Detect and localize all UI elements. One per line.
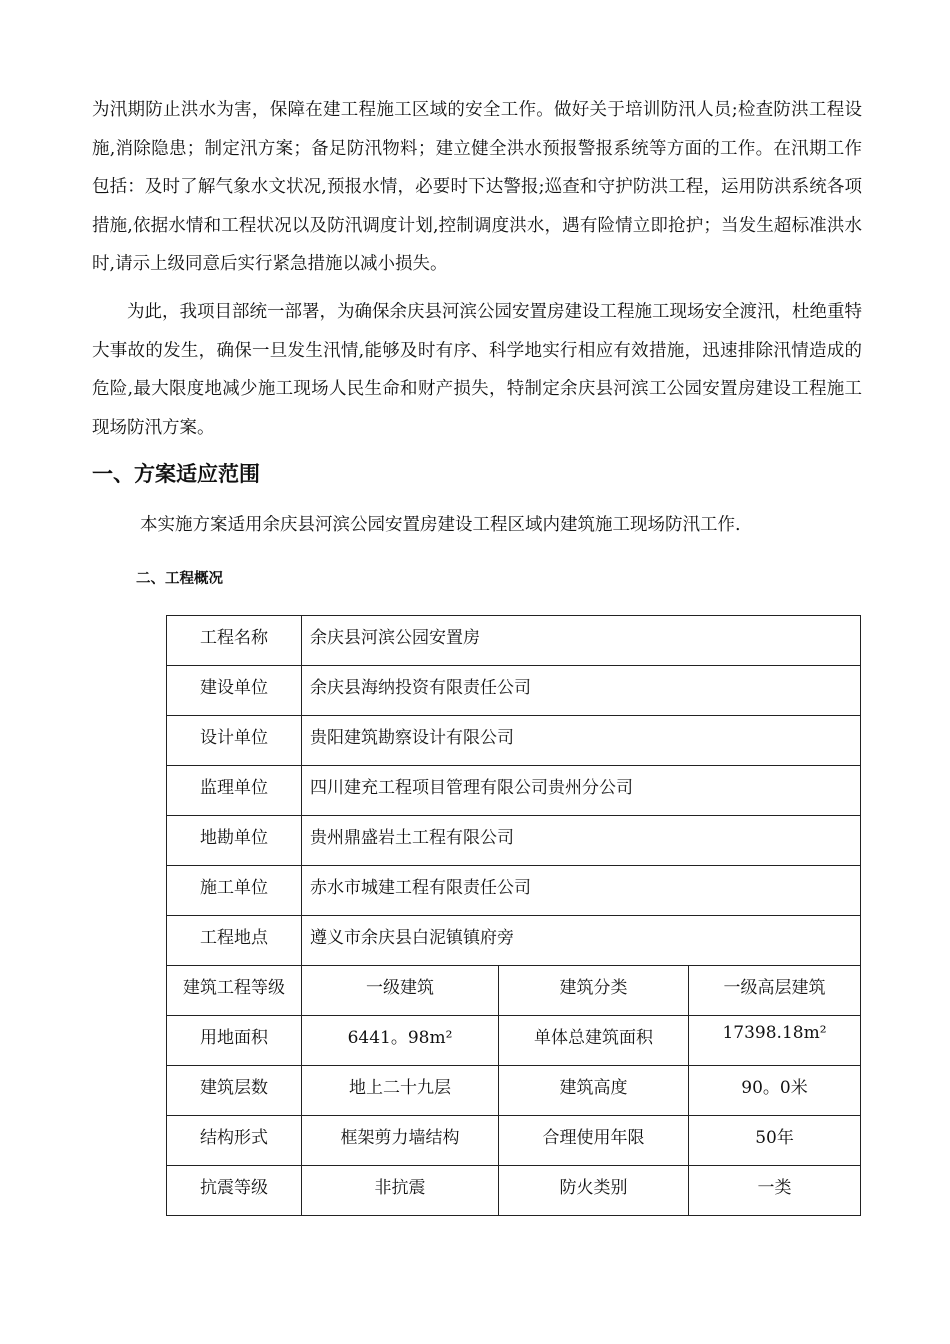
table-label-cell: 防火类别 [499,1166,689,1216]
table-value-cell: 赤水市城建工程有限责任公司 [302,866,861,916]
table-label-cell: 工程名称 [167,616,302,666]
table-value-cell: 一类 [689,1166,861,1216]
table-label-cell: 建筑高度 [499,1066,689,1116]
table-value-cell: 50年 [689,1116,861,1166]
table-label-cell: 建筑层数 [167,1066,302,1116]
table-row [167,1066,861,1116]
table-value-cell: 非抗震 [302,1166,499,1216]
table-row [167,966,861,1016]
section-1-heading: 一、方案适应范围 [92,462,260,486]
table-row [167,866,861,916]
project-overview-table [166,615,861,1216]
table-label-cell: 建筑工程等级 [167,966,302,1016]
table-value-cell: 贵州鼎盛岩土工程有限公司 [302,816,861,866]
table-value-cell: 贵阳建筑勘察设计有限公司 [302,716,861,766]
scope-text: 本实施方案适用余庆县河滨公园安置房建设工程区域内建筑施工现场防汛工作. [140,515,741,535]
table-row [167,816,861,866]
table-value-cell: 一级建筑 [302,966,499,1016]
table-value-cell: 余庆县河滨公园安置房 [302,616,861,666]
table-value-cell: 余庆县海纳投资有限责任公司 [302,666,861,716]
table-value-cell: 90。0米 [689,1066,861,1116]
table-row [167,616,861,666]
table-row [167,766,861,816]
intro-paragraph: 为汛期防止洪水为害，保障在建工程施工区域的安全工作。做好关于培训防汛人员;检查防洪工程设施,消除隐患；制定汛方案；备足防汛物料；建立健全洪水预报警报系统等方面的工作。在汛期工作包括：及时了解气象水文状况,预报水情，必要时下达警报;巡查和守护防洪工程，运用防洪系统各项措施,依据水情和工程状况以及防汛调度计划,控制调度洪水，遇有险情立即抢护；当发生超标准洪水时,请示上级同意后实行紧急措施以减小损失。 [92,100,862,274]
table-value-cell: 6441。98m² [302,1016,499,1066]
table-row [167,1166,861,1216]
table-label-cell: 抗震等级 [167,1166,302,1216]
table-label-cell: 地勘单位 [167,816,302,866]
purpose-paragraph: 为此，我项目部统一部署，为确保余庆县河滨公园安置房建设工程施工现场安全渡汛，杜绝重特大事故的发生，确保一旦发生汛情,能够及时有序、科学地实行相应有效措施，迅速排除汛情造成的危险,最大限度地减少施工现场人民生命和财产损失，特制定余庆县河滨工公园安置房建设工程施工现场防汛方案。 [92,302,862,438]
table-label-cell: 建设单位 [167,666,302,716]
table-label-cell: 建筑分类 [499,966,689,1016]
table-value-cell: 框架剪力墙结构 [302,1116,499,1166]
table-label-cell: 设计单位 [167,716,302,766]
table-value-cell: 一级高层建筑 [689,966,861,1016]
table-row [167,716,861,766]
table-label-cell: 用地面积 [167,1016,302,1066]
table-value-cell: 17398.18m² [689,1016,861,1066]
table-label-cell: 合理使用年限 [499,1116,689,1166]
table-row [167,1116,861,1166]
table-row [167,916,861,966]
table-label-cell: 结构形式 [167,1116,302,1166]
table-row [167,666,861,716]
section-2-heading: 二、工程概况 [136,570,223,587]
table-value-cell: 地上二十九层 [302,1066,499,1116]
table-value-cell: 遵义市余庆县白泥镇镇府旁 [302,916,861,966]
table-row [167,1016,861,1066]
table-value-cell: 四川建充工程项目管理有限公司贵州分公司 [302,766,861,816]
table-label-cell: 单体总建筑面积 [499,1016,689,1066]
table-label-cell: 监理单位 [167,766,302,816]
table-label-cell: 工程地点 [167,916,302,966]
table-label-cell: 施工单位 [167,866,302,916]
